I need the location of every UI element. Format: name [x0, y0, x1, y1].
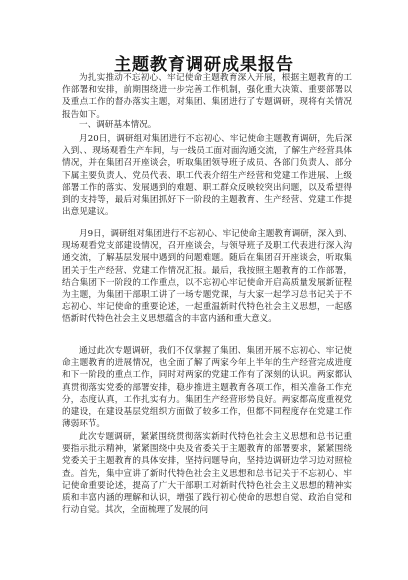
document-title: 主题教育调研成果报告: [114, 55, 294, 75]
body-paragraph-4: 此次专题调研，紧紧围绕贯彻落实新时代特色社会主义思想和总书记重要指示批示精神，紧紧围绕中央及省委关于主题教育的部署要求，紧紧围绕党委关于主题教育的具体安排，坚持问题导向，坚持边调研边学习边对照检查。首先，集中宣讲了新时代特色社会主义思想和总书记关于不忘初心、牢记使命重要论述，提高了广大干部职工对新时代特色社会主义思想的精神实质和丰富内涵的理解和认识，增强了践行初心使命的思想自觉、政治自觉和行动自觉。其次，全面梳理了发展的问: [62, 432, 352, 516]
body-paragraph-2: 月9日，调研组对集团进行不忘初心、牢记使命主题教育调研，深入到、现场观看党支部建设情况，召开座谈会，与领导班子及职工代表进行深入沟通交流，了解基层发展中遇到的问题难题。随后在集团召开座谈会，听取集团关于生产经营、党建工作情况汇报。最后，我按照主题教育的工作部署，结合集团下一阶段的工作重点，以不忘初心牢记使命开启高质量发展新征程为主题，为集团干部职工讲了一场专题党课，与大家一起学习总书记关于不忘初心、牢记使命的重要论述，一起重温新时代特色社会主义思想，一起感悟新时代特色社会主义思想蕴含的丰富内涵和重大意义。: [62, 229, 352, 325]
section-heading: 一、调研基本情况。: [79, 120, 157, 130]
intro-paragraph: 为扎实推动不忘初心、牢记使命主题教育深入开展，根据主题教育的工作部署和安排，前期围绕进一步完善工作机制，强化重大决策、重要部署以及重点工作的督办落实主题，对集团、集团进行了专题调研，现将有关情况报告如下。: [62, 73, 352, 120]
body-paragraph-3: 通过此次专题调研，我们不仅掌握了集团、集团开展不忘初心、牢记使命主题教育的进展情况，也全面了解了两家今年上半年的生产经营完成进度和下一阶段的重点工作，同时对两家的党建工作有了深刻的认识。两家都认真贯彻落实党委的部署安排，稳步推进主题教育各项工作，相关准备工作充分，态度认真，工作扎实有力。集团生产经营形势良好。两家都高度重视党的建设，在建设基层党组织方面做了较多工作，但都不同程度存在党建工作薄弱环节。: [62, 346, 352, 430]
body-paragraph-1: 月20日，调研组对集团进行不忘初心、牢记使命主题教育调研，先后深入到、、现场观看生产车间，与一线员工面对面沟通交流，了解生产经营具体情况，并在集团召开座谈会，听取集团领导班子成员、各部门负责人、部分下属主要负责人、党员代表、职工代表介绍生产经营和党建工作进展、上级部署工作的落实、发展遇到的难题、职工群众反映较突出问题，以及希望得到的支持等，最后对集团抓好下一阶段的主题教育、生产经营、党建工作提出意见建议。: [62, 134, 352, 218]
